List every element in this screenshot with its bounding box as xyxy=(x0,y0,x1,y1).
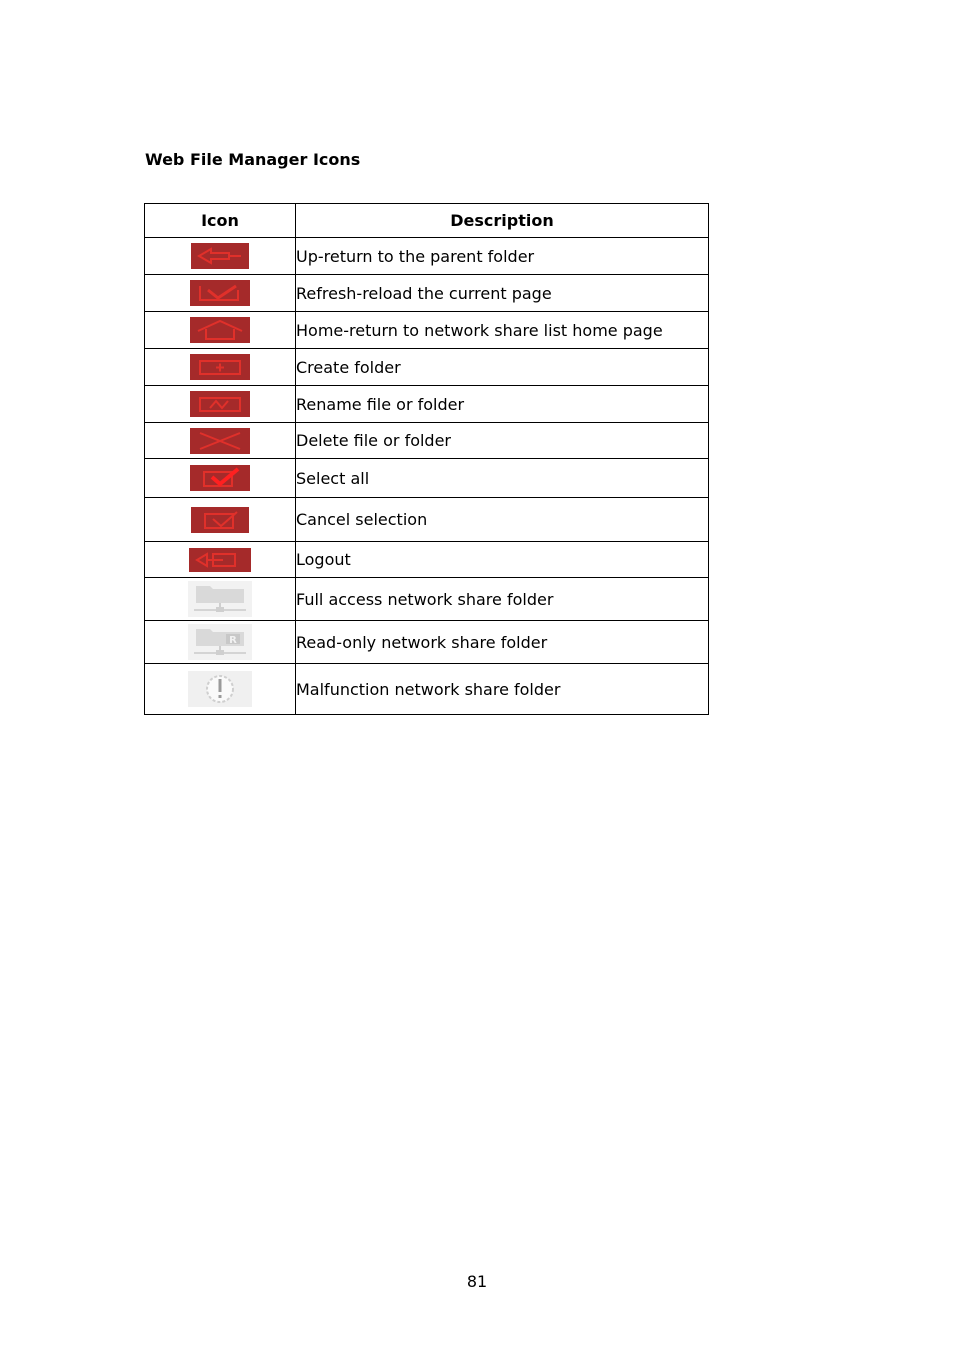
select-all-icon xyxy=(190,465,250,491)
refresh-icon xyxy=(190,280,250,306)
icon-cell xyxy=(145,349,296,386)
home-icon xyxy=(190,317,250,343)
icon-cell xyxy=(145,621,296,664)
table-row xyxy=(145,498,709,542)
icon-cell xyxy=(145,423,296,459)
malfunction-share-folder-icon xyxy=(188,671,252,707)
table-row xyxy=(145,542,709,578)
description-cell: Refresh-reload the current page xyxy=(296,275,709,312)
table-row xyxy=(145,423,709,459)
description-cell: Delete file or folder xyxy=(296,423,709,459)
description-cell: Read-only network share folder xyxy=(296,621,709,664)
read-only-share-folder-icon xyxy=(188,624,252,660)
icon-cell xyxy=(145,578,296,621)
header-icon: Icon xyxy=(145,204,296,238)
icon-cell xyxy=(145,386,296,423)
table-row xyxy=(145,459,709,498)
icon-cell xyxy=(145,542,296,578)
icons-table xyxy=(144,203,709,715)
create-folder-icon xyxy=(190,354,250,380)
svg-text:R: R xyxy=(229,635,237,646)
table-header-row xyxy=(145,204,709,238)
table-row xyxy=(145,312,709,349)
table-row xyxy=(145,386,709,423)
icon-cell xyxy=(145,664,296,715)
description-cell: Home-return to network share list home page xyxy=(296,312,709,349)
icon-cell xyxy=(145,312,296,349)
header-description: Description xyxy=(296,204,709,238)
description-cell: Create folder xyxy=(296,349,709,386)
description-cell: Select all xyxy=(296,459,709,498)
table-row xyxy=(145,664,709,715)
up-arrow-icon xyxy=(191,243,249,269)
icon-cell xyxy=(145,238,296,275)
icon-cell xyxy=(145,459,296,498)
full-access-share-folder-icon xyxy=(188,581,252,617)
delete-icon xyxy=(190,428,250,454)
table-row xyxy=(145,275,709,312)
icon-cell xyxy=(145,498,296,542)
description-cell: Full access network share folder xyxy=(296,578,709,621)
rename-icon xyxy=(190,391,250,417)
table-row xyxy=(145,621,709,664)
table-row xyxy=(145,238,709,275)
section-title: Web File Manager Icons xyxy=(145,150,361,169)
page-number: 81 xyxy=(466,1272,488,1291)
description-cell: Rename file or folder xyxy=(296,386,709,423)
icon-cell xyxy=(145,275,296,312)
description-cell: Logout xyxy=(296,542,709,578)
description-cell: Up-return to the parent folder xyxy=(296,238,709,275)
description-cell: Cancel selection xyxy=(296,498,709,542)
logout-icon xyxy=(189,548,251,572)
table-row xyxy=(145,349,709,386)
cancel-selection-icon xyxy=(191,507,249,533)
description-cell: Malfunction network share folder xyxy=(296,664,709,715)
table-row xyxy=(145,578,709,621)
